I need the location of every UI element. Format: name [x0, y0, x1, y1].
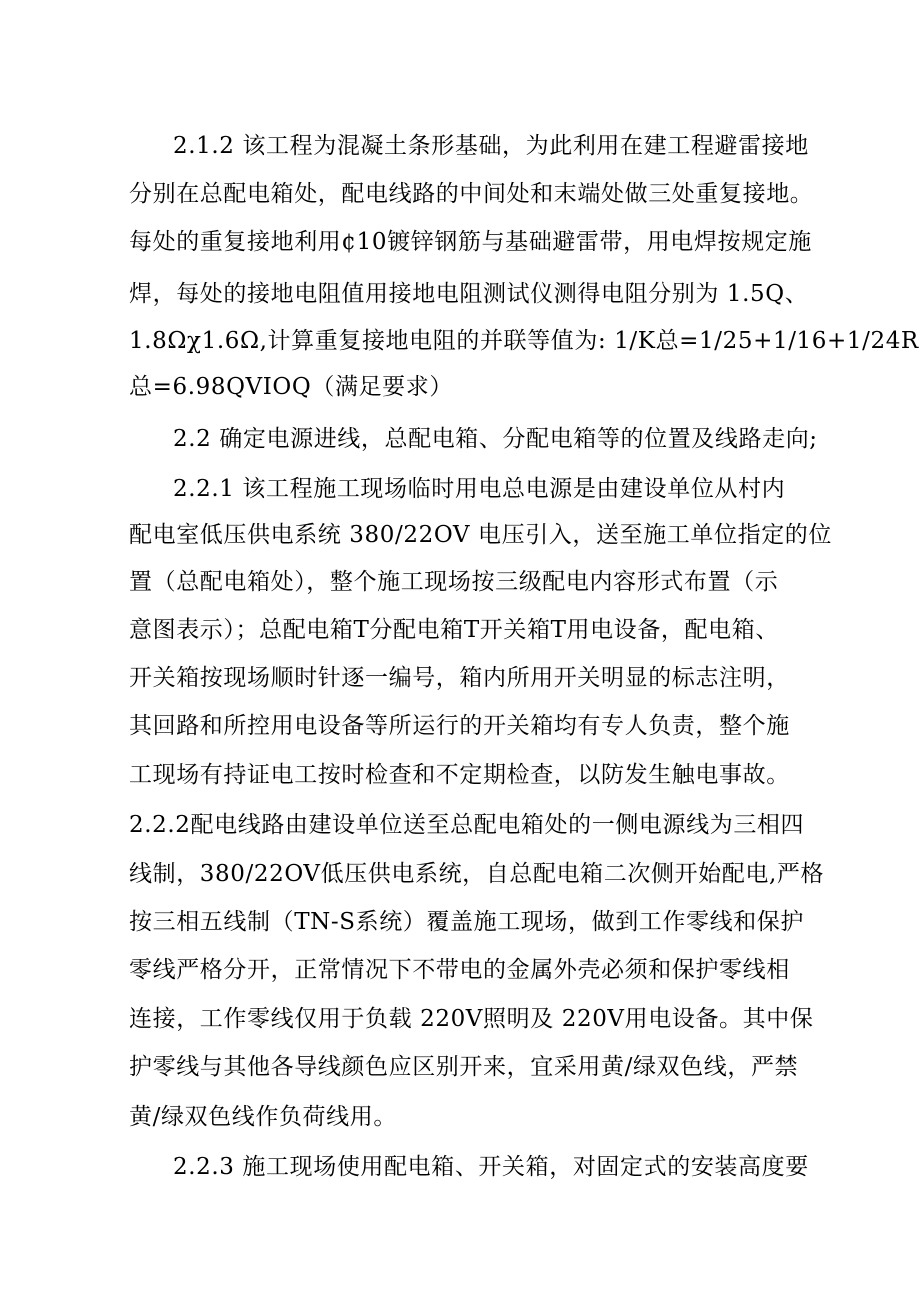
text-line: 2.2.1 该工程施工现场临时用电总电源是由建设单位从村内: [173, 476, 786, 502]
text-line: 2.1.2 该工程为混凝土条形基础，为此利用在建工程避雷接地: [173, 133, 809, 159]
text-line: 护零线与其他各导线颜色应区别开来，宜采用黄/绿双色线，严禁: [129, 1054, 799, 1080]
text-line: 其回路和所控用电设备等所运行的开关箱均有专人负责，整个施: [129, 713, 790, 739]
text-line: 总=6.98QVIOQ（满足要求）: [129, 374, 453, 400]
text-line: 零线严格分开，正常情况下不带电的金属外壳必须和保护零线相: [129, 957, 790, 983]
text-line: 线制，380/22OV低压供电系统，自总配电箱二次侧开始配电,严格: [129, 861, 825, 887]
text-line: 按三相五线制（TN-S系统）覆盖施工现场，做到工作零线和保护: [129, 909, 804, 935]
text-line: 2.2.2配电线路由建设单位送至总配电箱处的一侧电源线为三相四: [129, 812, 805, 838]
text-line: 2.2.3 施工现场使用配电箱、开关箱，对固定式的安装高度要: [173, 1154, 809, 1180]
text-line: 连接，工作零线仅用于负载 220V照明及 220V用电设备。其中保: [129, 1006, 814, 1032]
text-line: 每处的重复接地利用¢10镀锌钢筋与基础避雷带，用电焊按规定施: [129, 229, 812, 255]
text-line: 2.2 确定电源进线，总配电箱、分配电箱等的位置及线路走向;: [173, 426, 818, 452]
text-line: 分别在总配电箱处，配电线路的中间处和末端处做三处重复接地。: [129, 181, 814, 207]
text-line: 配电室低压供电系统 380/22OV 电压引入，送至施工单位指定的位: [129, 522, 832, 548]
text-line: 1.8Ωχ1.6Ω,计算重复接地电阻的并联等值为: 1/K总=1/25+1/16+1/24R: [129, 328, 919, 354]
text-line: 开关箱按现场顺时针逐一编号，箱内所用开关明显的标志注明，: [129, 665, 790, 691]
text-line: 置（总配电箱处），整个施工现场按三级配电内容形式布置（示: [129, 569, 779, 595]
text-line: 工现场有持证电工按时检查和不定期检查，以防发生触电事故。: [129, 762, 790, 788]
text-line: 黄/绿双色线作负荷线用。: [129, 1104, 397, 1130]
text-line: 焊，每处的接地电阻值用接地电阻测试仪测得电阻分别为 1.5Q、: [129, 281, 809, 307]
text-line: 意图表示）；总配电箱T分配电箱T开关箱T用电设备，配电箱、: [129, 617, 779, 643]
